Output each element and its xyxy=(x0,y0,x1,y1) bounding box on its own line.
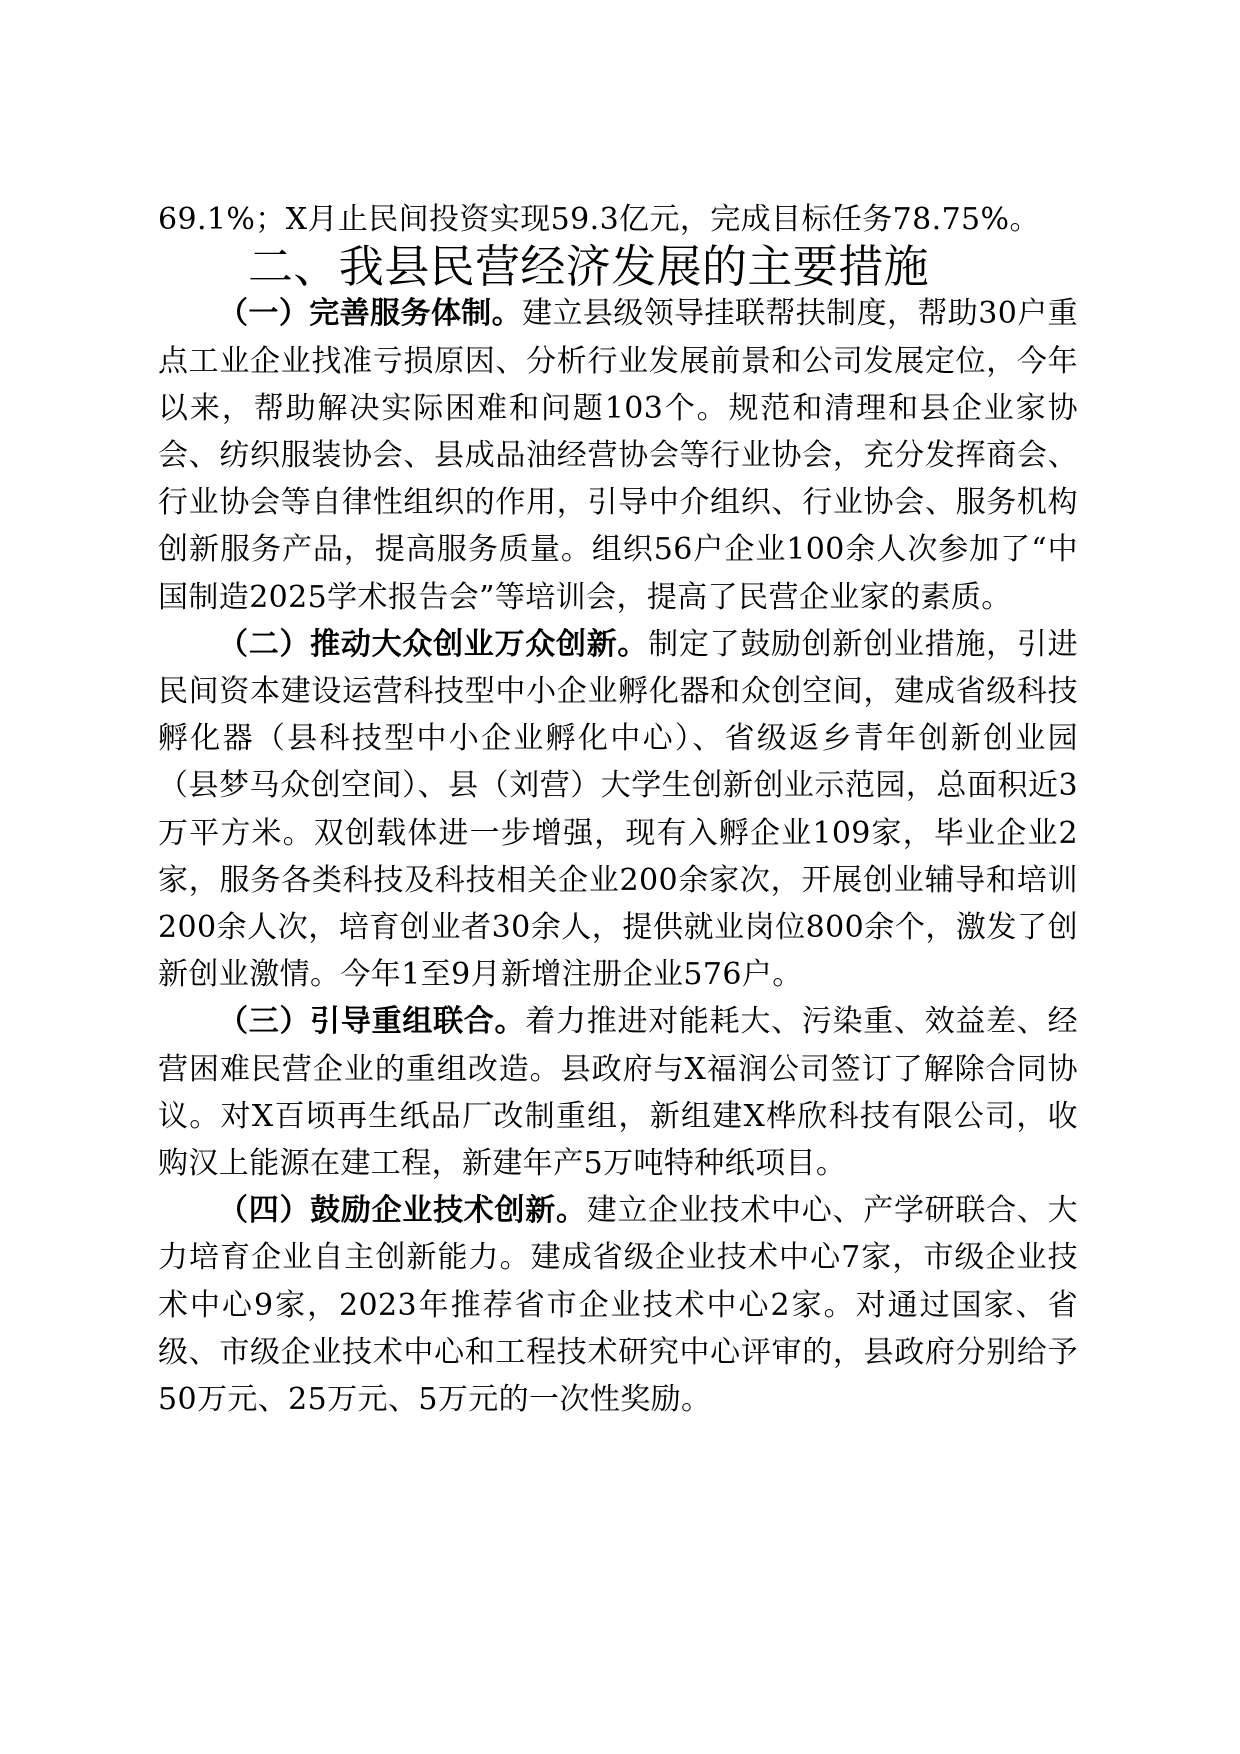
measure-paragraph-1 xyxy=(158,290,1078,620)
measure-body-2: 制定了鼓励创新创业措施，引进民间资本建设运营科技型中小企业孵化器和众创空间，建成省级科技孵化器（县科技型中小企业孵化中心）、省级返乡青年创新创业园（县梦马众创空间）、县（刘营）大学生创新创业示范园，总面积近3万平方米。双创载体进一步增强，现有入孵企业109家，毕业企业2家，服务各类科技及科技相关企业200余家次，开展创业辅导和培训200余人次，培育创业者30余人，提供就业岗位800余个，激发了创新创业激情。今年1至9月新增注册企业576户。 xyxy=(158,626,1078,993)
measure-paragraph-2 xyxy=(158,621,1078,999)
measure-paragraph-3 xyxy=(158,998,1078,1187)
measure-body-3: 着力推进对能耗大、污染重、效益差、经营困难民营企业的重组改造。县政府与X福润公司签订了解除合同协议。对X百顷再生纸品厂改制重组，新组建X桦欣科技有限公司，收购汉上能源在建工程，新建年产5万吨特种纸项目。 xyxy=(158,1004,1079,1182)
measure-lead-4: （四）鼓励企业技术创新。 xyxy=(218,1193,587,1229)
measure-paragraph-4 xyxy=(158,1187,1078,1423)
measure-lead-3: （三）引导重组联合。 xyxy=(218,1004,526,1040)
section-heading: 二、我县民营经济发展的主要措施 xyxy=(248,240,930,294)
opening-paragraph: 69.1%；X月止民间投资实现59.3亿元，完成目标任务78.75%。 xyxy=(158,202,1040,237)
document-body xyxy=(158,196,1078,1423)
measure-lead-2: （二）推动大众创业万众创新。 xyxy=(218,626,649,662)
measure-lead-1: （一）完善服务体制。 xyxy=(218,296,523,332)
measure-body-1: 建立县级领导挂联帮扶制度，帮助30户重点工业企业找准亏损原因、分析行业发展前景和公司发展定位，今年以来，帮助解决实际困难和问题103个。规范和清理和县企业家协会、纺织服装协会、县成品油经营协会等行业协会，充分发挥商会、行业协会等自律性组织的作用，引导中介组织、行业协会、服务机构创新服务产品，提高服务质量。组织56户企业100余人次参加了“中国制造2025学术报告会”等培训会，提高了民营企业家的素质。 xyxy=(158,296,1079,615)
measure-body-4: 建立企业技术中心、产学研联合、大力培育企业自主创新能力。建成省级企业技术中心7家，市级企业技术中心9家，2023年推荐省市企业技术中心2家。对通过国家、省级、市级企业技术中心和工程技术研究中心评审的，县政府分别给予50万元、25万元、5万元的一次性奖励。 xyxy=(158,1193,1078,1418)
